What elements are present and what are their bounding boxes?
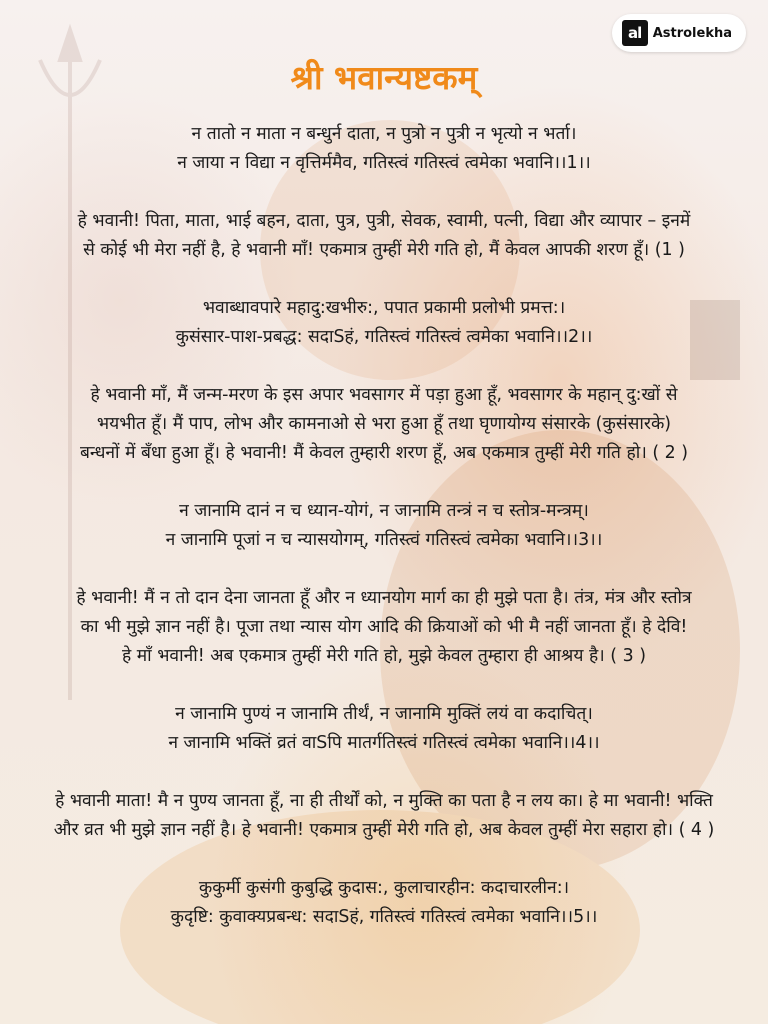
verse-line: न जानामि भक्तिं व्रतं वाSपि मातर्गतिस्त्वं गतिस्त्वं त्वमेका भवानि।।4।। [168,733,600,753]
logo-mark: al [622,20,648,46]
meaning-3 [12,584,756,671]
meaning-line: हे माँ भवानी! अब एकमात्र तुम्हीं मेरी गति हो, मुझे केवल तुम्हारा ही आश्रय है। ( 3 ) [122,646,646,666]
verse-5 [12,874,756,932]
verse-line: कुदृष्टि: कुवाक्यप्रबन्ध: सदाSहं, गतिस्त्वं गतिस्त्वं त्वमेका भवानि।।5।। [170,907,598,927]
stotra-content [12,120,756,961]
meaning-line: से कोई भी मेरा नहीं है, हे भवानी माँ! एकमात्र तुम्हीं मेरी गति हो, मैं केवल आपकी शरण हूँ। (1 ) [83,240,685,260]
verse-line: न जाया न विद्या न वृत्तिर्ममैव, गतिस्त्वं गतिस्त्वं त्वमेका भवानि।।1।। [177,153,591,173]
meaning-2 [12,381,756,468]
meaning-line: का भी मुझे ज्ञान नहीं है। पूजा तथा न्यास योग आदि की क्रियाओं को भी मै नहीं जानता हूँ। हे देवि! [80,617,688,637]
meaning-4 [12,787,756,845]
verse-line: न जानामि पुण्यं न जानामि तीर्थं, न जानामि मुक्तिं लयं वा कदाचित्। [175,704,593,724]
verse-line: कुकुर्मी कुसंगी कुबुद्धि कुदास:, कुलाचारहीन: कदाचारलीन:। [198,878,570,898]
verse-3 [12,497,756,555]
meaning-line: बन्धनों में बँधा हुआ हूँ। हे भवानी! मैं केवल तुम्हारी शरण हूँ, अब एकमात्र तुम्हीं मेरी गति हो। ( 2 ) [79,443,689,463]
verse-2 [12,294,756,352]
meaning-line: और व्रत भी मुझे ज्ञान नहीं है। हे भवानी! एकमात्र तुम्हीं मेरी गति हो, अब केवल तुम्हीं मेरा सहारा हो। ( 4 ) [53,820,715,840]
astrolekha-logo[interactable] [612,14,746,52]
meaning-1 [12,207,756,265]
verse-line: कुसंसार-पाश-प्रबद्ध: सदाSहं, गतिस्त्वं गतिस्त्वं त्वमेका भवानि।।2।। [175,327,593,347]
meaning-line: हे भवानी! पिता, माता, भाई बहन, दाता, पुत्र, पुत्री, सेवक, स्वामी, पत्नी, विद्या और व्यापार – इनमें [77,211,691,231]
meaning-line: भयभीत हूँ। मैं पाप, लोभ और कामनाओ से भरा हुआ हूँ तथा घृणायोग्य संसारके (कुसंसारके) [96,414,672,434]
logo-text: Astrolekha [652,25,732,41]
meaning-line: हे भवानी माता! मै न पुण्य जानता हूँ, ना ही तीर्थों को, न मुक्ति का पता है न लय का। हे मा भवानी! भक्ति [55,791,713,811]
verse-line: न जानामि दानं न च ध्यान-योगं, न जानामि तन्त्रं न च स्तोत्र-मन्त्रम्। [179,501,589,521]
verse-line: न तातो न माता न बन्धुर्न दाता, न पुत्रो न पुत्री न भृत्यो न भर्ता। [191,124,577,144]
meaning-line: हे भवानी! मैं न तो दान देना जानता हूँ और न ध्यानयोग मार्ग का ही मुझे पता है। तंत्र, मंत्र और स्तोत्र [76,588,692,608]
verse-line: न जानामि पूजां न च न्यासयोगम्, गतिस्त्वं गतिस्त्वं त्वमेका भवानि।।3।। [165,530,603,550]
verse-4 [12,700,756,758]
verse-line: भवाब्धावपारे महादु:खभीरु:, पपात प्रकामी प्रलोभी प्रमत्त:। [202,298,566,318]
page-title: श्री भवान्यष्टकम् [290,58,478,97]
verse-1 [12,120,756,178]
meaning-line: हे भवानी माँ, मैं जन्म-मरण के इस अपार भवसागर में पड़ा हुआ हूँ, भवसागर के महान् दु:खों से [90,385,678,405]
